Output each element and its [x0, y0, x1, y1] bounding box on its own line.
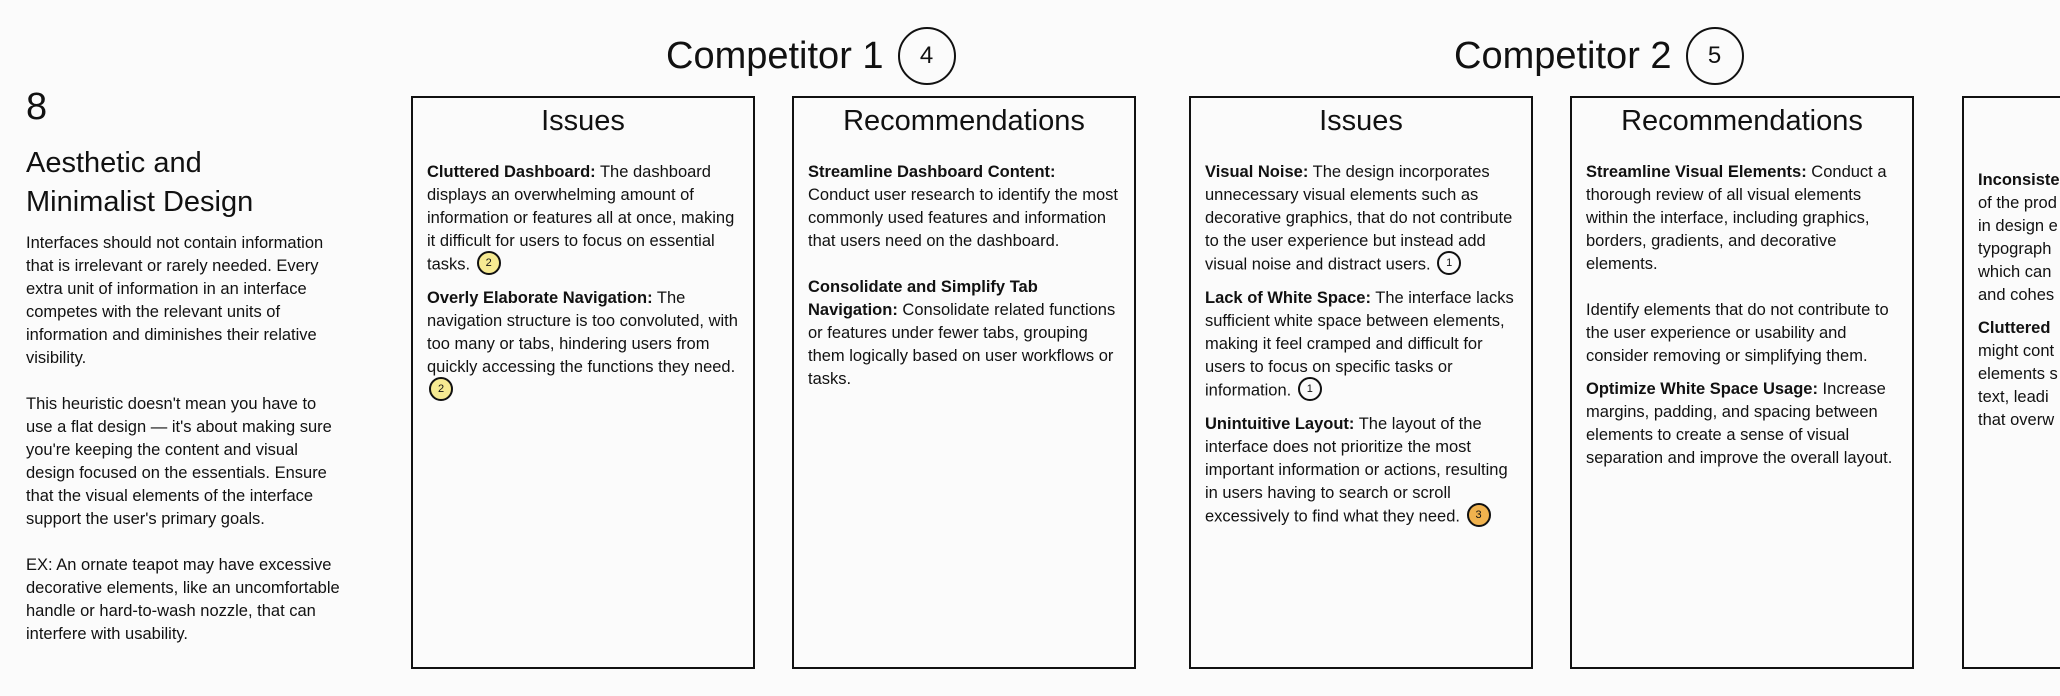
card-title: Issues	[541, 105, 625, 137]
issue-text: The dashboard displays an overwhelming amount of information or features all at once, making it difficult for users to focus on essential tasks.	[427, 163, 735, 274]
competitor-1-title: Competitor 1	[666, 34, 884, 77]
recommendation-heading: Consolidate and Simplify Tab Navigation:	[808, 278, 1038, 319]
heuristic-title: Aesthetic and Minimalist Design	[26, 147, 254, 218]
issue-heading: Cluttered Dashboard:	[427, 163, 596, 181]
competitor-1-header	[666, 26, 956, 86]
partial-line: that overw	[1978, 411, 2055, 429]
competitor-1-recommendations-card	[792, 96, 1136, 669]
partial-line: Inconsiste	[1978, 171, 2060, 189]
card-title: Recommendations	[1621, 105, 1863, 137]
recommendation-heading: Optimize White Space Usage:	[1586, 380, 1818, 398]
partial-line: of the prod	[1978, 194, 2057, 212]
recommendation-heading: Streamline Dashboard Content:	[808, 163, 1056, 181]
issue-text: The navigation structure is too convoluted, with too many or tabs, hindering users from quickly accessing the functions they need.	[427, 289, 738, 376]
partial-line: typograph	[1978, 240, 2052, 258]
recommendation-text: Increase margins, padding, and spacing between elements to create a sense of visual separation and improve the overall layout.	[1586, 380, 1893, 467]
recommendation-item	[1586, 299, 1899, 368]
heuristic-example: EX: An ornate teapot may have excessive decorative elements, like an uncomfortable handle or hard-to-wash nozzle, that can interfere with usability.	[26, 556, 340, 643]
heuristic-number: 8	[26, 86, 48, 128]
issue-item	[1205, 413, 1518, 529]
recommendation-text: Conduct user research to identify the most commonly used features and information that users need on the dashboard.	[808, 186, 1118, 250]
heuristic-paragraph: Interfaces should not contain information that is irrelevant or rarely needed. Every extra unit of information in an interface competes with the relevant units of information and diminishes their relative visibility.	[26, 234, 324, 367]
heuristic-description	[26, 232, 341, 669]
issue-heading: Overly Elaborate Navigation:	[427, 289, 653, 307]
recommendation-item	[1586, 161, 1899, 276]
competitor-1-issues-card	[411, 96, 755, 669]
competitor-1-score: 4	[898, 27, 956, 85]
issue-heading: Unintuitive Layout:	[1205, 415, 1355, 433]
competitor-2-recommendations-card	[1570, 96, 1914, 669]
issue-item	[427, 287, 740, 403]
issue-text: The interface lacks sufficient white space between elements, making it feel cramped and difficult for users to focus on specific tasks or information.	[1205, 289, 1514, 400]
issue-heading: Visual Noise:	[1205, 163, 1309, 181]
issue-text: The layout of the interface does not prioritize the most important information or actions, resulting in users having to search or scroll excessively to find what they need.	[1205, 415, 1508, 526]
severity-badge: 3	[1467, 503, 1491, 527]
competitor-2-header	[1454, 26, 1744, 86]
recommendation-text: Conduct a thorough review of all visual elements within the interface, including graphics, borders, gradients, and decorative elements.	[1586, 163, 1887, 273]
severity-badge: 1	[1298, 377, 1322, 401]
recommendation-text: Identify elements that do not contribute to the user experience or usability and consider removing or simplifying them.	[1586, 301, 1889, 365]
recommendation-item	[808, 161, 1121, 253]
partial-line: might cont	[1978, 342, 2055, 360]
card-title: Recommendations	[843, 105, 1085, 137]
competitor-2-issues-card	[1189, 96, 1533, 669]
heuristic-paragraph: This heuristic doesn't mean you have to use a flat design — it's about making sure you're keeping the content and visual design focused on the essentials. Ensure that the visual elements of the interface support the user's primary goals.	[26, 395, 332, 528]
partial-line: which can	[1978, 263, 2052, 281]
recommendation-item	[808, 276, 1121, 391]
issue-heading: Lack of White Space:	[1205, 289, 1371, 307]
recommendation-heading: Streamline Visual Elements:	[1586, 163, 1807, 181]
recommendation-item	[1586, 378, 1899, 470]
recommendation-text: Consolidate related functions or features under fewer tabs, grouping them logically based on user workflows or tasks.	[808, 301, 1116, 388]
issue-item	[1205, 287, 1518, 403]
partial-line: and cohes	[1978, 286, 2055, 304]
severity-badge: 2	[429, 377, 453, 401]
issue-item	[427, 161, 740, 277]
partial-line: text, leadi	[1978, 388, 2049, 406]
competitor-2-score: 5	[1686, 27, 1744, 85]
card-title: Issues	[1319, 105, 1403, 137]
severity-badge: 2	[477, 251, 501, 275]
partial-line: elements s	[1978, 365, 2058, 383]
issue-text: The design incorporates unnecessary visual elements such as decorative graphics, that do not contribute to the user experience but instead add visual noise and distract users.	[1205, 163, 1513, 274]
competitor-2-title: Competitor 2	[1454, 34, 1672, 77]
severity-badge: 1	[1437, 251, 1461, 275]
issue-item	[1205, 161, 1518, 277]
partial-line: Cluttered	[1978, 319, 2051, 337]
partial-issues-card	[1962, 96, 2060, 669]
partial-line: in design e	[1978, 217, 2058, 235]
